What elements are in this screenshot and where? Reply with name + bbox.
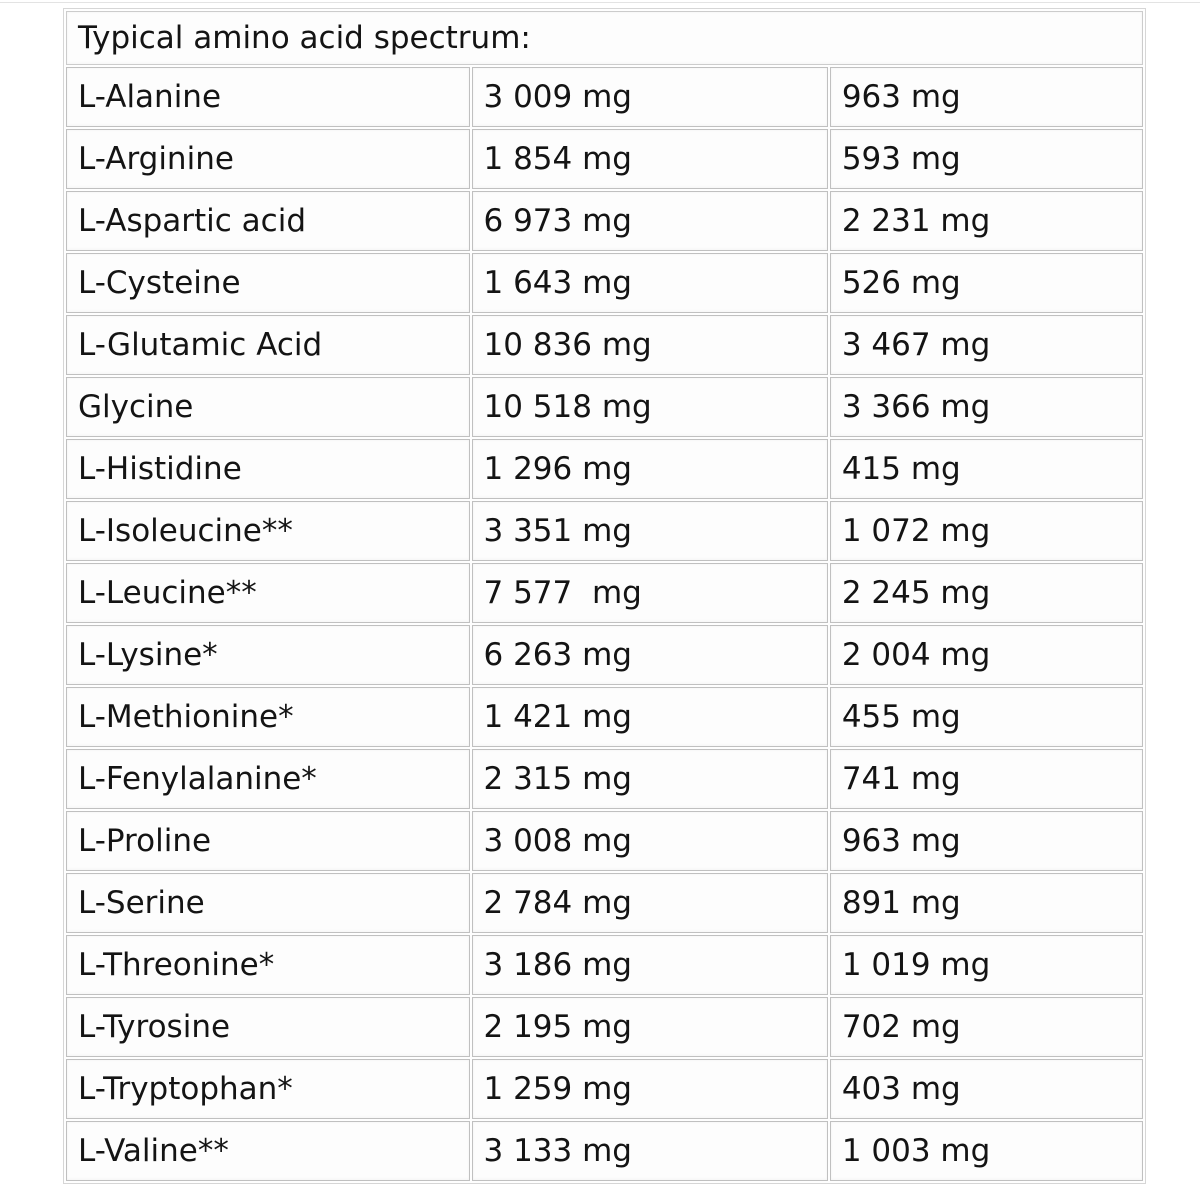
cell-amino-acid-name: L-Histidine bbox=[66, 439, 470, 499]
table-body bbox=[66, 11, 1143, 1181]
table-row bbox=[66, 811, 1143, 871]
table-row bbox=[66, 749, 1143, 809]
table-row bbox=[66, 687, 1143, 747]
table-row bbox=[66, 191, 1143, 251]
cell-amino-acid-name: Glycine bbox=[66, 377, 470, 437]
cell-value-secondary: 1 072 mg bbox=[830, 501, 1143, 561]
table-row bbox=[66, 625, 1143, 685]
cell-value-primary: 1 259 mg bbox=[472, 1059, 828, 1119]
cell-amino-acid-name: L-Threonine* bbox=[66, 935, 470, 995]
cell-value-primary: 10 518 mg bbox=[472, 377, 828, 437]
cell-value-primary: 3 008 mg bbox=[472, 811, 828, 871]
cell-value-secondary: 3 366 mg bbox=[830, 377, 1143, 437]
table-row bbox=[66, 129, 1143, 189]
scan-artifact-line bbox=[0, 2, 1200, 3]
cell-value-primary: 2 784 mg bbox=[472, 873, 828, 933]
cell-value-secondary: 1 019 mg bbox=[830, 935, 1143, 995]
amino-acid-spectrum-table bbox=[63, 8, 1146, 1184]
cell-value-primary: 6 263 mg bbox=[472, 625, 828, 685]
table-row bbox=[66, 563, 1143, 623]
cell-value-secondary: 593 mg bbox=[830, 129, 1143, 189]
cell-amino-acid-name: L-Methionine* bbox=[66, 687, 470, 747]
cell-value-primary: 6 973 mg bbox=[472, 191, 828, 251]
cell-value-secondary: 963 mg bbox=[830, 811, 1143, 871]
table-row bbox=[66, 67, 1143, 127]
cell-value-secondary: 3 467 mg bbox=[830, 315, 1143, 375]
cell-amino-acid-name: L-Isoleucine** bbox=[66, 501, 470, 561]
cell-value-secondary: 403 mg bbox=[830, 1059, 1143, 1119]
cell-value-secondary: 891 mg bbox=[830, 873, 1143, 933]
cell-value-primary: 3 186 mg bbox=[472, 935, 828, 995]
cell-value-primary: 1 421 mg bbox=[472, 687, 828, 747]
table-row bbox=[66, 1121, 1143, 1181]
cell-value-primary: 3 351 mg bbox=[472, 501, 828, 561]
cell-value-primary: 1 854 mg bbox=[472, 129, 828, 189]
cell-value-secondary: 963 mg bbox=[830, 67, 1143, 127]
cell-value-secondary: 526 mg bbox=[830, 253, 1143, 313]
table-row bbox=[66, 997, 1143, 1057]
cell-amino-acid-name: L-Glutamic Acid bbox=[66, 315, 470, 375]
cell-value-secondary: 2 231 mg bbox=[830, 191, 1143, 251]
cell-amino-acid-name: L-Lysine* bbox=[66, 625, 470, 685]
cell-amino-acid-name: L-Proline bbox=[66, 811, 470, 871]
table-row bbox=[66, 377, 1143, 437]
cell-value-primary: 1 296 mg bbox=[472, 439, 828, 499]
cell-value-secondary: 2 245 mg bbox=[830, 563, 1143, 623]
cell-value-primary: 3 009 mg bbox=[472, 67, 828, 127]
cell-amino-acid-name: L-Arginine bbox=[66, 129, 470, 189]
cell-value-secondary: 1 003 mg bbox=[830, 1121, 1143, 1181]
cell-value-secondary: 741 mg bbox=[830, 749, 1143, 809]
cell-value-secondary: 2 004 mg bbox=[830, 625, 1143, 685]
table-row bbox=[66, 253, 1143, 313]
table-row bbox=[66, 873, 1143, 933]
cell-value-secondary: 702 mg bbox=[830, 997, 1143, 1057]
cell-value-primary: 1 643 mg bbox=[472, 253, 828, 313]
cell-amino-acid-name: L-Valine** bbox=[66, 1121, 470, 1181]
table-title: Typical amino acid spectrum: bbox=[66, 11, 1143, 65]
table-title-row bbox=[66, 11, 1143, 65]
cell-value-secondary: 415 mg bbox=[830, 439, 1143, 499]
cell-value-primary: 10 836 mg bbox=[472, 315, 828, 375]
table-row bbox=[66, 439, 1143, 499]
cell-value-primary: 2 315 mg bbox=[472, 749, 828, 809]
table-row bbox=[66, 935, 1143, 995]
cell-amino-acid-name: L-Alanine bbox=[66, 67, 470, 127]
cell-value-secondary: 455 mg bbox=[830, 687, 1143, 747]
cell-amino-acid-name: L-Cysteine bbox=[66, 253, 470, 313]
cell-value-primary: 7 577 mg bbox=[472, 563, 828, 623]
cell-amino-acid-name: L-Tryptophan* bbox=[66, 1059, 470, 1119]
table-row bbox=[66, 315, 1143, 375]
cell-value-primary: 2 195 mg bbox=[472, 997, 828, 1057]
cell-amino-acid-name: L-Tyrosine bbox=[66, 997, 470, 1057]
table-row bbox=[66, 1059, 1143, 1119]
cell-amino-acid-name: L-Aspartic acid bbox=[66, 191, 470, 251]
cell-value-primary: 3 133 mg bbox=[472, 1121, 828, 1181]
cell-amino-acid-name: L-Serine bbox=[66, 873, 470, 933]
table-row bbox=[66, 501, 1143, 561]
cell-amino-acid-name: L-Fenylalanine* bbox=[66, 749, 470, 809]
cell-amino-acid-name: L-Leucine** bbox=[66, 563, 470, 623]
